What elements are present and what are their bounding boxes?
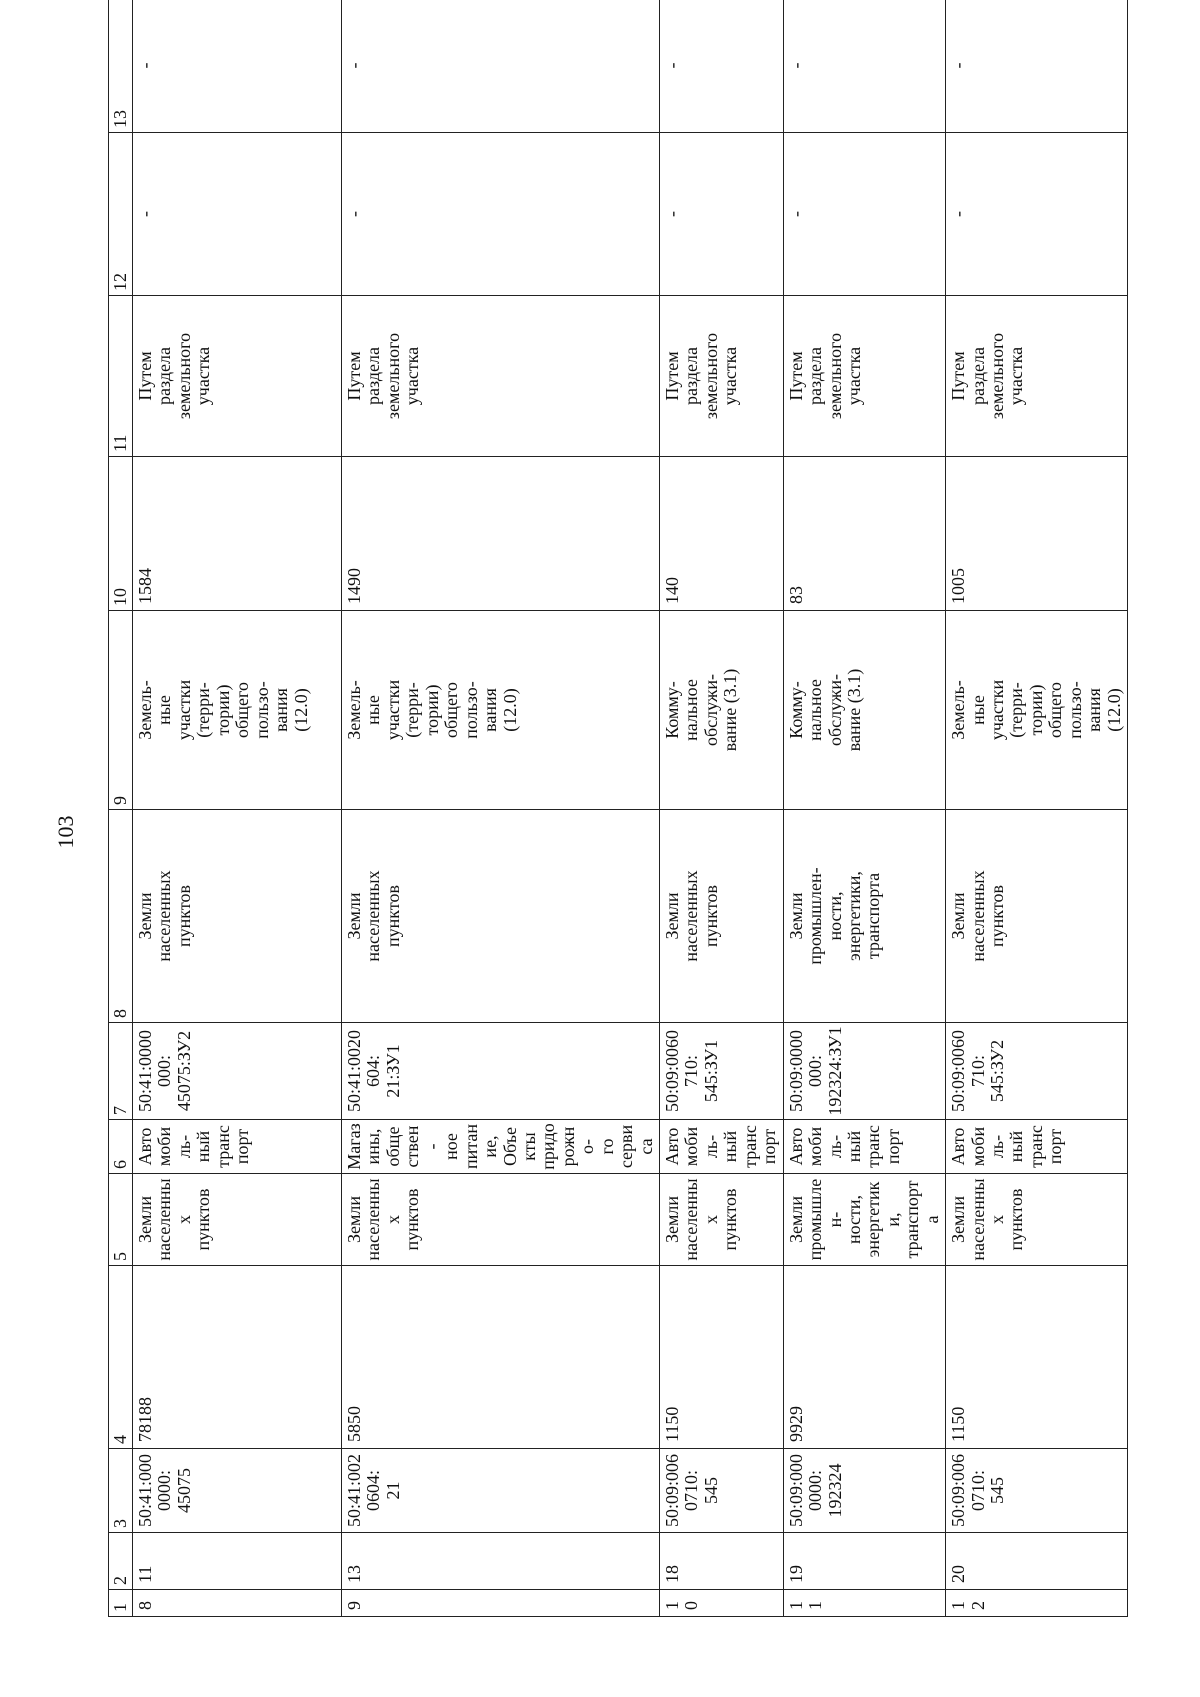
column-number-cell: 12 [109,133,133,296]
table-cell-col2: 18 [660,1533,784,1590]
table-cell-col2: 13 [342,1533,660,1590]
table-container [108,48,1124,1617]
table-cell-col8: Земли населенных пунктов [133,810,342,1023]
table-cell-col8: Земли населенных пунктов [660,810,784,1023]
column-number-cell: 7 [109,1023,133,1120]
table-cell-col4: 9929 [783,1266,946,1449]
table-cell-col12: - [946,133,1128,296]
table-cell-col6: Автомобиль- ный транспорт [783,1120,946,1174]
table-cell-col10: 83 [783,457,946,611]
table-cell-col3: 50:09:0060710: 545 [946,1449,1128,1533]
column-number-row [109,0,133,1617]
table-cell-col10: 1005 [946,457,1128,611]
table-cell-col8: Земли населенных пунктов [946,810,1128,1023]
table-row [783,0,946,1617]
column-number-cell: 4 [109,1266,133,1449]
table-cell-col7: 50:09:0060710: 545:ЗУ2 [946,1023,1128,1120]
table-cell-col6: Магазины, обществен- ное питание, Объекты придорожно- го сервиса [342,1120,660,1174]
table-cell-col9: Комму- нальное обслужи- вание (3.1) [660,611,784,810]
table-cell-col9: Земель- ные участки (терри- тории) общего пользо- вания (12.0) [342,611,660,810]
column-number-cell: 6 [109,1120,133,1174]
page-number: 103 [53,815,78,849]
table-cell-col1: 12 [946,1590,1128,1617]
column-number-cell: 9 [109,611,133,810]
table-cell-col3: 50:41:0020604: 21 [342,1449,660,1533]
column-number-cell: 5 [109,1174,133,1266]
table-cell-col7: 50:09:0060710: 545:ЗУ1 [660,1023,784,1120]
table-cell-col9: Комму- нальное обслужи- вание (3.1) [783,611,946,810]
column-number-cell: 8 [109,810,133,1023]
table-cell-col13: - [133,0,342,133]
table-cell-col13: - [946,0,1128,133]
table-cell-col2: 19 [783,1533,946,1590]
column-number-cell: 3 [109,1449,133,1533]
table-cell-col13: - [660,0,784,133]
table-cell-col1: 8 [133,1590,342,1617]
table-cell-col10: 1490 [342,457,660,611]
table-cell-col4: 1150 [660,1266,784,1449]
table-cell-col7: 50:41:0000000: 45075:ЗУ2 [133,1023,342,1120]
table-cell-col13: - [783,0,946,133]
table-cell-col3: 50:09:0000000: 192324 [783,1449,946,1533]
table-cell-col2: 20 [946,1533,1128,1590]
table-cell-col11: Путем раздела земельного участка [783,296,946,457]
table-cell-col12: - [133,133,342,296]
table-cell-col11: Путем раздела земельного участка [660,296,784,457]
table-cell-col8: Земли населенных пунктов [342,810,660,1023]
table-row [342,0,660,1617]
table-cell-col3: 50:09:0060710: 545 [660,1449,784,1533]
table-cell-col7: 50:09:0000000: 192324:ЗУ1 [783,1023,946,1120]
table-cell-col12: - [660,133,784,296]
table-cell-col3: 50:41:0000000: 45075 [133,1449,342,1533]
table-row [133,0,342,1617]
table-cell-col10: 140 [660,457,784,611]
table-row [946,0,1128,1617]
column-number-cell: 11 [109,296,133,457]
table-cell-col6: Автомобиль- ный транспорт [133,1120,342,1174]
table-cell-col11: Путем раздела земельного участка [342,296,660,457]
table-cell-col12: - [783,133,946,296]
table-cell-col7: 50:41:0020604: 21:ЗУ1 [342,1023,660,1120]
table-row [660,0,784,1617]
table-cell-col5: Земли промышлен- ности, энергетики, транспорта [783,1174,946,1266]
table-cell-col4: 78188 [133,1266,342,1449]
table-cell-col9: Земель- ные участки (терри- тории) общего пользо- вания (12.0) [133,611,342,810]
column-number-cell: 1 [109,1590,133,1617]
table-cell-col11: Путем раздела земельного участка [133,296,342,457]
table-cell-col4: 5850 [342,1266,660,1449]
column-number-cell: 2 [109,1533,133,1590]
table-cell-col1: 11 [783,1590,946,1617]
table-cell-col6: Автомобиль- ный транспорт [660,1120,784,1174]
table-cell-col4: 1150 [946,1266,1128,1449]
table-cell-col5: Земли населенных пунктов [342,1174,660,1266]
land-plots-table [108,0,1128,1617]
table-cell-col5: Земли населенных пунктов [660,1174,784,1266]
column-number-cell: 10 [109,457,133,611]
table-cell-col12: - [342,133,660,296]
table-cell-col1: 9 [342,1590,660,1617]
table-cell-col9: Земель- ные участки (терри- тории) общего пользо- вания (12.0) [946,611,1128,810]
table-cell-col8: Земли промышлен- ности, энергетики, транспорта [783,810,946,1023]
table-cell-col2: 11 [133,1533,342,1590]
table-cell-col11: Путем раздела земельного участка [946,296,1128,457]
column-number-cell: 13 [109,0,133,133]
table-cell-col1: 10 [660,1590,784,1617]
table-cell-col10: 1584 [133,457,342,611]
table-cell-col6: Автомобиль- ный транспорт [946,1120,1128,1174]
table-cell-col5: Земли населенных пунктов [946,1174,1128,1266]
table-cell-col13: - [342,0,660,133]
table-cell-col5: Земли населенных пунктов [133,1174,342,1266]
